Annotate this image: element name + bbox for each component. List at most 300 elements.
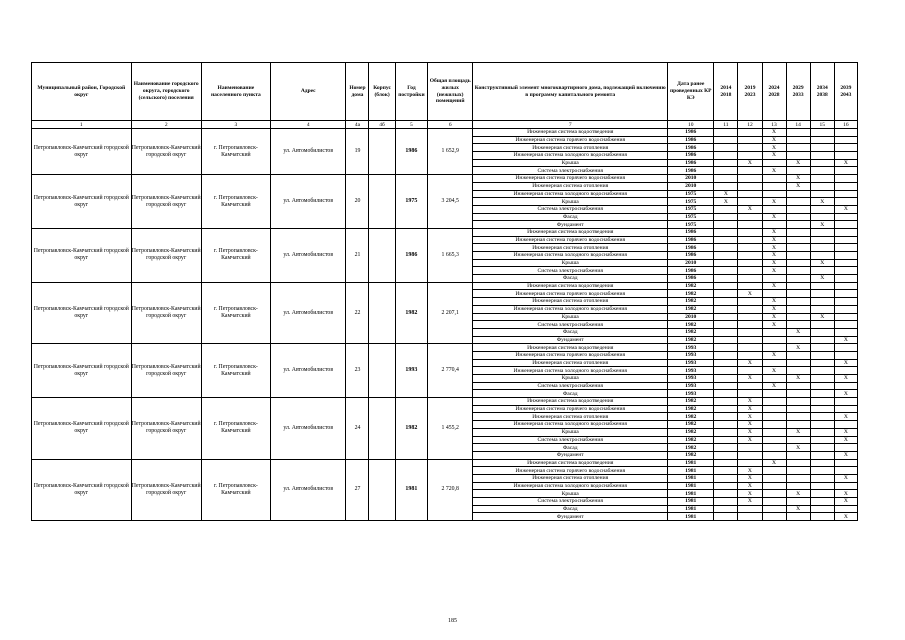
street-cell: ул. Автомобилистов bbox=[270, 282, 345, 344]
period-mark-cell bbox=[786, 398, 810, 406]
period-mark-cell: X bbox=[762, 213, 786, 221]
period-mark-cell bbox=[810, 474, 834, 482]
element-cell: Инженерная система холодного водоснабжения bbox=[473, 152, 668, 160]
repair-date-cell: 1986 bbox=[668, 252, 714, 260]
header-cell: Адрес bbox=[270, 63, 345, 121]
header-cell: Конструктивный элемент многоквартирного дома, подлежащий включению в программу капитального ремонта bbox=[473, 63, 668, 121]
repair-date-cell: 1986 bbox=[668, 228, 714, 236]
period-mark-cell: X bbox=[786, 175, 810, 183]
period-mark-cell bbox=[786, 221, 810, 229]
period-mark-cell bbox=[738, 305, 762, 313]
period-mark-cell: X bbox=[834, 513, 857, 521]
municipality-cell: Петропавловск-Камчатский городской округ bbox=[32, 175, 132, 229]
repair-date-cell: 1982 bbox=[668, 451, 714, 459]
municipality-cell: Петропавловск-Камчатский городской округ bbox=[32, 129, 132, 175]
period-mark-cell bbox=[762, 336, 786, 344]
build-year-cell: 1982 bbox=[395, 398, 427, 460]
period-mark-cell bbox=[762, 505, 786, 513]
capital-repair-table bbox=[31, 62, 858, 521]
period-mark-cell bbox=[810, 213, 834, 221]
period-mark-cell bbox=[762, 359, 786, 367]
period-mark-cell bbox=[834, 305, 857, 313]
period-mark-cell: X bbox=[762, 152, 786, 160]
period-mark-cell bbox=[762, 428, 786, 436]
header-cell: 2019 2023 bbox=[738, 63, 762, 121]
period-mark-cell: X bbox=[762, 228, 786, 236]
period-mark-cell bbox=[834, 351, 857, 359]
period-mark-cell: X bbox=[786, 344, 810, 352]
header-cell: Год постройки bbox=[395, 63, 427, 121]
period-mark-cell bbox=[714, 498, 738, 506]
column-number: 2 bbox=[131, 121, 201, 129]
period-mark-cell bbox=[810, 182, 834, 190]
period-mark-cell bbox=[738, 236, 762, 244]
period-mark-cell bbox=[810, 144, 834, 152]
street-cell: ул. Автомобилистов bbox=[270, 398, 345, 460]
table-row bbox=[32, 398, 858, 406]
repair-date-cell: 1982 bbox=[668, 321, 714, 329]
settlement-cell: Петропавловск-Камчатский городской округ bbox=[131, 175, 201, 229]
period-mark-cell: X bbox=[762, 136, 786, 144]
repair-date-cell: 1981 bbox=[668, 474, 714, 482]
period-mark-cell: X bbox=[762, 298, 786, 306]
element-cell: Система электроснабжения bbox=[473, 205, 668, 213]
element-cell: Инженерная система холодного водоснабжения bbox=[473, 252, 668, 260]
period-mark-cell bbox=[810, 482, 834, 490]
period-mark-cell bbox=[714, 459, 738, 467]
period-mark-cell bbox=[834, 244, 857, 252]
area-cell: 1 652,9 bbox=[428, 129, 473, 175]
period-mark-cell bbox=[738, 451, 762, 459]
element-cell: Инженерная система холодного водоснабжения bbox=[473, 190, 668, 198]
period-mark-cell: X bbox=[738, 359, 762, 367]
locality-cell: г. Петропавловск-Камчатский bbox=[201, 344, 270, 398]
period-mark-cell bbox=[810, 152, 834, 160]
period-mark-cell: X bbox=[738, 290, 762, 298]
period-mark-cell: X bbox=[834, 474, 857, 482]
repair-date-cell: 1982 bbox=[668, 298, 714, 306]
period-mark-cell bbox=[786, 236, 810, 244]
period-mark-cell bbox=[810, 129, 834, 137]
period-mark-cell bbox=[738, 513, 762, 521]
period-mark-cell: X bbox=[786, 444, 810, 452]
period-mark-cell: X bbox=[762, 367, 786, 375]
period-mark-cell bbox=[786, 482, 810, 490]
period-mark-cell: X bbox=[786, 182, 810, 190]
period-mark-cell: X bbox=[810, 221, 834, 229]
municipality-cell: Петропавловск-Камчатский городской округ bbox=[32, 398, 132, 460]
period-mark-cell bbox=[762, 375, 786, 383]
repair-date-cell: 1981 bbox=[668, 498, 714, 506]
period-mark-cell bbox=[714, 305, 738, 313]
building-block-cell bbox=[369, 282, 395, 344]
house-number-cell: 27 bbox=[346, 459, 369, 521]
header-cell: 2014 2018 bbox=[714, 63, 738, 121]
period-mark-cell bbox=[714, 159, 738, 167]
period-mark-cell bbox=[834, 129, 857, 137]
locality-cell: г. Петропавловск-Камчатский bbox=[201, 282, 270, 344]
period-mark-cell bbox=[786, 498, 810, 506]
period-mark-cell bbox=[810, 236, 834, 244]
period-mark-cell bbox=[810, 367, 834, 375]
period-mark-cell bbox=[762, 344, 786, 352]
period-mark-cell bbox=[762, 498, 786, 506]
build-year-cell: 1986 bbox=[395, 129, 427, 175]
period-mark-cell bbox=[738, 313, 762, 321]
column-number: 13 bbox=[762, 121, 786, 129]
house-number-cell: 20 bbox=[346, 175, 369, 229]
period-mark-cell bbox=[714, 375, 738, 383]
period-mark-cell bbox=[714, 259, 738, 267]
settlement-cell: Петропавловск-Камчатский городской округ bbox=[131, 398, 201, 460]
period-mark-cell bbox=[786, 305, 810, 313]
period-mark-cell: X bbox=[762, 267, 786, 275]
period-mark-cell: X bbox=[786, 505, 810, 513]
period-mark-cell bbox=[810, 344, 834, 352]
column-number: 12 bbox=[738, 121, 762, 129]
period-mark-cell bbox=[714, 282, 738, 290]
period-mark-cell bbox=[786, 252, 810, 260]
table-body bbox=[32, 129, 858, 521]
period-mark-cell bbox=[834, 190, 857, 198]
period-mark-cell bbox=[714, 451, 738, 459]
period-mark-cell bbox=[714, 505, 738, 513]
period-mark-cell bbox=[834, 505, 857, 513]
period-mark-cell bbox=[834, 467, 857, 475]
repair-date-cell: 1986 bbox=[668, 129, 714, 137]
repair-date-cell: 1981 bbox=[668, 482, 714, 490]
period-mark-cell bbox=[786, 205, 810, 213]
period-mark-cell bbox=[810, 413, 834, 421]
period-mark-cell bbox=[738, 221, 762, 229]
locality-cell: г. Петропавловск-Камчатский bbox=[201, 459, 270, 521]
house-number-cell: 24 bbox=[346, 398, 369, 460]
period-mark-cell bbox=[786, 282, 810, 290]
period-mark-cell bbox=[738, 382, 762, 390]
element-cell: Крыша bbox=[473, 259, 668, 267]
settlement-cell: Петропавловск-Камчатский городской округ bbox=[131, 129, 201, 175]
period-mark-cell bbox=[738, 459, 762, 467]
element-cell: Инженерная система водоотведения bbox=[473, 344, 668, 352]
period-mark-cell bbox=[834, 328, 857, 336]
element-cell: Инженерная система горячего водоснабжения bbox=[473, 351, 668, 359]
period-mark-cell bbox=[714, 467, 738, 475]
column-number: 5 bbox=[395, 121, 427, 129]
repair-date-cell: 1982 bbox=[668, 398, 714, 406]
period-mark-cell bbox=[834, 298, 857, 306]
municipality-cell: Петропавловск-Камчатский городской округ bbox=[32, 344, 132, 398]
repair-date-cell: 1975 bbox=[668, 198, 714, 206]
period-mark-cell bbox=[810, 382, 834, 390]
period-mark-cell bbox=[834, 444, 857, 452]
period-mark-cell: X bbox=[738, 375, 762, 383]
period-mark-cell: X bbox=[738, 398, 762, 406]
period-mark-cell bbox=[810, 305, 834, 313]
municipality-cell: Петропавловск-Камчатский городской округ bbox=[32, 228, 132, 282]
period-mark-cell: X bbox=[810, 198, 834, 206]
period-mark-cell: X bbox=[738, 490, 762, 498]
header-cell: Наименование городского округа, городского (сельского) поселения bbox=[131, 63, 201, 121]
period-mark-cell bbox=[738, 259, 762, 267]
period-mark-cell bbox=[762, 159, 786, 167]
settlement-cell: Петропавловск-Камчатский городской округ bbox=[131, 344, 201, 398]
period-mark-cell bbox=[714, 367, 738, 375]
period-mark-cell bbox=[810, 398, 834, 406]
repair-date-cell: 1993 bbox=[668, 344, 714, 352]
period-mark-cell bbox=[834, 236, 857, 244]
build-year-cell: 1975 bbox=[395, 175, 427, 229]
repair-date-cell: 1982 bbox=[668, 428, 714, 436]
period-mark-cell: X bbox=[738, 482, 762, 490]
period-mark-cell bbox=[834, 144, 857, 152]
period-mark-cell bbox=[714, 236, 738, 244]
element-cell: Инженерная система горячего водоснабжения bbox=[473, 175, 668, 183]
element-cell: Крыша bbox=[473, 198, 668, 206]
element-cell: Инженерная система отопления bbox=[473, 182, 668, 190]
period-mark-cell: X bbox=[762, 259, 786, 267]
period-mark-cell: X bbox=[762, 167, 786, 175]
period-mark-cell bbox=[810, 282, 834, 290]
period-mark-cell: X bbox=[762, 129, 786, 137]
period-mark-cell bbox=[762, 474, 786, 482]
period-mark-cell bbox=[786, 390, 810, 398]
period-mark-cell bbox=[762, 444, 786, 452]
repair-date-cell: 1975 bbox=[668, 190, 714, 198]
period-mark-cell bbox=[834, 282, 857, 290]
period-mark-cell bbox=[834, 252, 857, 260]
period-mark-cell bbox=[786, 228, 810, 236]
period-mark-cell bbox=[714, 221, 738, 229]
repair-date-cell: 1993 bbox=[668, 375, 714, 383]
period-mark-cell bbox=[786, 313, 810, 321]
period-mark-cell: X bbox=[762, 144, 786, 152]
column-number: 4б bbox=[369, 121, 395, 129]
period-mark-cell: X bbox=[834, 390, 857, 398]
period-mark-cell bbox=[738, 282, 762, 290]
house-number-cell: 19 bbox=[346, 129, 369, 175]
period-mark-cell bbox=[714, 413, 738, 421]
building-block-cell bbox=[369, 344, 395, 398]
period-mark-cell bbox=[810, 467, 834, 475]
column-number: 1 bbox=[32, 121, 132, 129]
period-mark-cell bbox=[786, 298, 810, 306]
period-mark-cell: X bbox=[834, 428, 857, 436]
period-mark-cell: X bbox=[738, 413, 762, 421]
locality-cell: г. Петропавловск-Камчатский bbox=[201, 129, 270, 175]
period-mark-cell bbox=[834, 459, 857, 467]
period-mark-cell bbox=[738, 344, 762, 352]
element-cell: Система электроснабжения bbox=[473, 436, 668, 444]
period-mark-cell bbox=[834, 136, 857, 144]
period-mark-cell: X bbox=[834, 451, 857, 459]
period-mark-cell bbox=[714, 351, 738, 359]
period-mark-cell bbox=[786, 436, 810, 444]
period-mark-cell bbox=[810, 451, 834, 459]
element-cell: Фасад bbox=[473, 328, 668, 336]
column-number: 3 bbox=[201, 121, 270, 129]
build-year-cell: 1981 bbox=[395, 459, 427, 521]
repair-date-cell: 1993 bbox=[668, 382, 714, 390]
column-number: 6 bbox=[428, 121, 473, 129]
area-cell: 2 207,1 bbox=[428, 282, 473, 344]
repair-date-cell: 1982 bbox=[668, 444, 714, 452]
period-mark-cell bbox=[810, 252, 834, 260]
table-row bbox=[32, 129, 858, 137]
period-mark-cell bbox=[738, 136, 762, 144]
element-cell: Система электроснабжения bbox=[473, 382, 668, 390]
period-mark-cell bbox=[714, 359, 738, 367]
period-mark-cell: X bbox=[762, 244, 786, 252]
period-mark-cell bbox=[810, 290, 834, 298]
period-mark-cell bbox=[714, 382, 738, 390]
repair-date-cell: 1986 bbox=[668, 267, 714, 275]
period-mark-cell bbox=[762, 398, 786, 406]
header-row bbox=[32, 63, 858, 121]
period-mark-cell bbox=[786, 382, 810, 390]
period-mark-cell bbox=[762, 490, 786, 498]
repair-date-cell: 1975 bbox=[668, 213, 714, 221]
element-cell: Инженерная система водоотведения bbox=[473, 459, 668, 467]
period-mark-cell bbox=[810, 390, 834, 398]
column-number: 11 bbox=[714, 121, 738, 129]
element-cell: Инженерная система водоотведения bbox=[473, 398, 668, 406]
element-cell: Фасад bbox=[473, 213, 668, 221]
element-cell: Фундамент bbox=[473, 336, 668, 344]
period-mark-cell bbox=[786, 167, 810, 175]
period-mark-cell bbox=[810, 136, 834, 144]
period-mark-cell bbox=[810, 421, 834, 429]
table-row bbox=[32, 228, 858, 236]
element-cell: Фасад bbox=[473, 444, 668, 452]
element-cell: Фасад bbox=[473, 275, 668, 283]
period-mark-cell bbox=[810, 513, 834, 521]
repair-date-cell: 2010 bbox=[668, 175, 714, 183]
repair-date-cell: 1986 bbox=[668, 167, 714, 175]
period-mark-cell bbox=[834, 175, 857, 183]
repair-date-cell: 1982 bbox=[668, 436, 714, 444]
period-mark-cell: X bbox=[738, 436, 762, 444]
table-row bbox=[32, 344, 858, 352]
element-cell: Инженерная система отопления bbox=[473, 244, 668, 252]
period-mark-cell bbox=[738, 252, 762, 260]
street-cell: ул. Автомобилистов bbox=[270, 344, 345, 398]
period-mark-cell: X bbox=[738, 474, 762, 482]
period-mark-cell: X bbox=[834, 336, 857, 344]
element-cell: Инженерная система горячего водоснабжения bbox=[473, 236, 668, 244]
building-block-cell bbox=[369, 175, 395, 229]
period-mark-cell bbox=[786, 336, 810, 344]
element-cell: Инженерная система водоотведения bbox=[473, 129, 668, 137]
period-mark-cell bbox=[762, 467, 786, 475]
repair-date-cell: 1993 bbox=[668, 359, 714, 367]
period-mark-cell bbox=[834, 367, 857, 375]
period-mark-cell bbox=[786, 136, 810, 144]
period-mark-cell bbox=[786, 290, 810, 298]
period-mark-cell bbox=[738, 267, 762, 275]
period-mark-cell: X bbox=[738, 498, 762, 506]
period-mark-cell bbox=[834, 213, 857, 221]
period-mark-cell bbox=[834, 382, 857, 390]
period-mark-cell bbox=[738, 367, 762, 375]
period-mark-cell: X bbox=[834, 436, 857, 444]
repair-date-cell: 1982 bbox=[668, 336, 714, 344]
header-cell: 2029 2033 bbox=[786, 63, 810, 121]
period-mark-cell bbox=[714, 513, 738, 521]
element-cell: Инженерная система водоотведения bbox=[473, 282, 668, 290]
repair-date-cell: 1986 bbox=[668, 159, 714, 167]
period-mark-cell: X bbox=[786, 159, 810, 167]
period-mark-cell bbox=[834, 167, 857, 175]
header-cell: Наименование населенного пункта bbox=[201, 63, 270, 121]
period-mark-cell bbox=[810, 444, 834, 452]
period-mark-cell: X bbox=[738, 205, 762, 213]
repair-date-cell: 1986 bbox=[668, 244, 714, 252]
period-mark-cell bbox=[810, 459, 834, 467]
period-mark-cell bbox=[714, 474, 738, 482]
header-cell: Общая площадь жилых (нежилых) помещений bbox=[428, 63, 473, 121]
period-mark-cell: X bbox=[738, 467, 762, 475]
period-mark-cell bbox=[786, 359, 810, 367]
period-mark-cell bbox=[714, 152, 738, 160]
period-mark-cell bbox=[714, 175, 738, 183]
repair-date-cell: 1993 bbox=[668, 367, 714, 375]
element-cell: Инженерная система отопления bbox=[473, 359, 668, 367]
header-cell: Номер дома bbox=[346, 63, 369, 121]
period-mark-cell: X bbox=[810, 275, 834, 283]
area-cell: 1 455,2 bbox=[428, 398, 473, 460]
period-mark-cell bbox=[810, 159, 834, 167]
element-cell: Инженерная система отопления bbox=[473, 474, 668, 482]
period-mark-cell: X bbox=[762, 313, 786, 321]
house-number-cell: 21 bbox=[346, 228, 369, 282]
period-mark-cell bbox=[786, 129, 810, 137]
period-mark-cell bbox=[738, 390, 762, 398]
period-mark-cell bbox=[714, 205, 738, 213]
element-cell: Фундамент bbox=[473, 451, 668, 459]
area-cell: 2 770,4 bbox=[428, 344, 473, 398]
period-mark-cell: X bbox=[834, 498, 857, 506]
period-mark-cell bbox=[714, 144, 738, 152]
period-mark-cell bbox=[762, 328, 786, 336]
period-mark-cell bbox=[810, 244, 834, 252]
period-mark-cell bbox=[834, 398, 857, 406]
period-mark-cell bbox=[714, 444, 738, 452]
repair-date-cell: 1982 bbox=[668, 305, 714, 313]
period-mark-cell bbox=[714, 298, 738, 306]
period-mark-cell bbox=[786, 190, 810, 198]
period-mark-cell bbox=[738, 152, 762, 160]
period-mark-cell bbox=[738, 129, 762, 137]
period-mark-cell bbox=[786, 321, 810, 329]
period-mark-cell bbox=[762, 190, 786, 198]
period-mark-cell bbox=[834, 482, 857, 490]
period-mark-cell bbox=[714, 336, 738, 344]
period-mark-cell bbox=[714, 167, 738, 175]
municipality-cell: Петропавловск-Камчатский городской округ bbox=[32, 459, 132, 521]
building-block-cell bbox=[369, 228, 395, 282]
period-mark-cell bbox=[762, 182, 786, 190]
element-cell: Фундамент bbox=[473, 221, 668, 229]
period-mark-cell bbox=[738, 336, 762, 344]
table-row bbox=[32, 459, 858, 467]
period-mark-cell bbox=[738, 275, 762, 283]
period-mark-cell bbox=[810, 175, 834, 183]
column-number-row bbox=[32, 121, 858, 129]
period-mark-cell bbox=[834, 405, 857, 413]
period-mark-cell: X bbox=[714, 198, 738, 206]
period-mark-cell bbox=[762, 390, 786, 398]
table-row bbox=[32, 175, 858, 183]
